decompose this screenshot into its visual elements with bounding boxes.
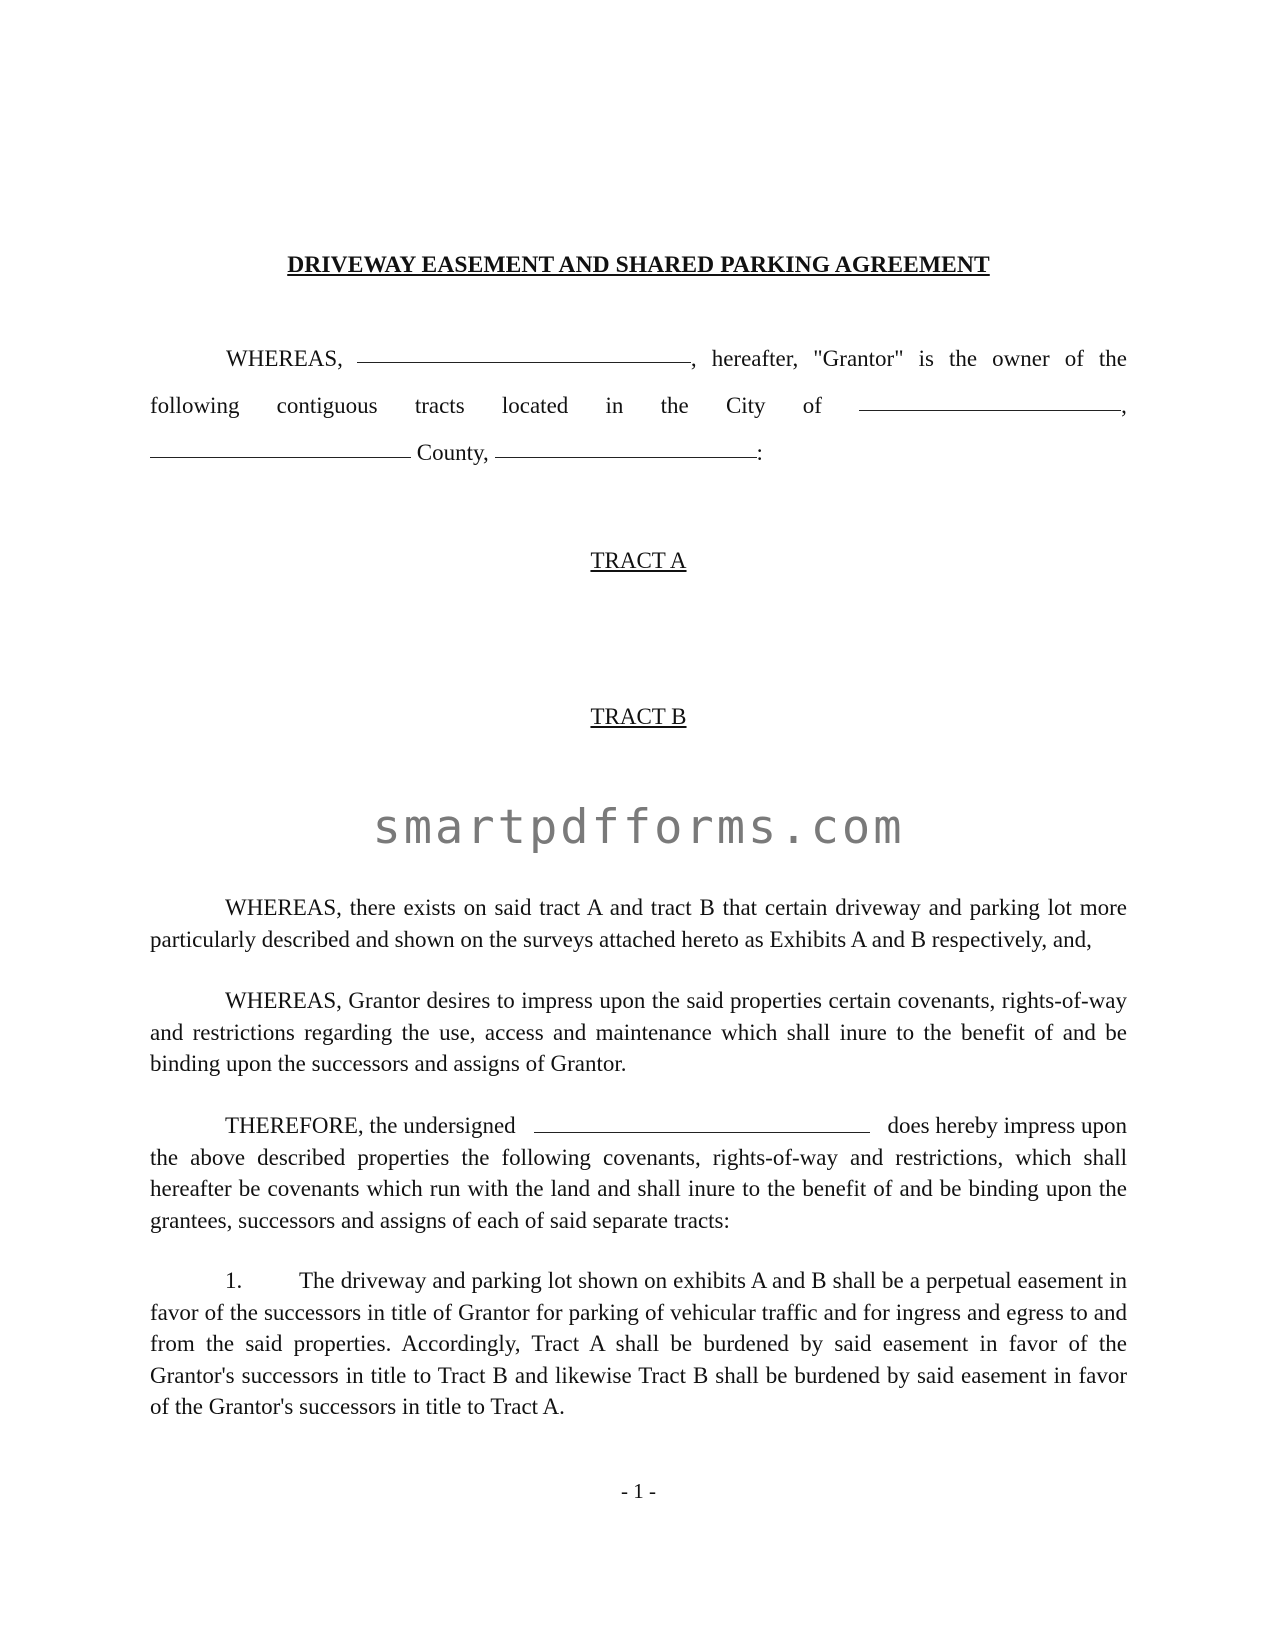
intro-word: the bbox=[660, 393, 689, 418]
paragraph-therefore bbox=[150, 1110, 1127, 1236]
item-1-text: The driveway and parking lot shown on exhibits A and B shall be a perpetual easement in favor of the successors in title of Grantor for parking of vehicular traffic and for ingress and egress to and from the said properties. Accordingly, Tract A shall be burdened by said easement in favor of the Grantor's successors in title to Tract B and likewise Tract B shall be burdened by said easement in favor of the Grantor's successors in title to Tract A. bbox=[150, 1268, 1127, 1419]
paragraph-1-text: WHEREAS, there exists on said tract A and tract B that certain driveway and parking lot more particularly described and shown on the surveys attached hereto as Exhibits A and B respectively, and, bbox=[150, 895, 1127, 952]
intro-word: of bbox=[802, 393, 822, 418]
intro-colon: : bbox=[756, 440, 763, 465]
city-blank[interactable] bbox=[859, 392, 1121, 411]
item-1-number: 1. bbox=[225, 1268, 243, 1293]
intro-line-2 bbox=[150, 393, 1127, 419]
intro-line-3 bbox=[150, 440, 763, 466]
grantor-fill-group bbox=[357, 346, 1127, 372]
whereas-label: WHEREAS, bbox=[226, 346, 343, 371]
page-number: - 1 - bbox=[621, 1479, 656, 1503]
item-1 bbox=[150, 1265, 1127, 1423]
tract-a-label: TRACT A bbox=[590, 548, 687, 573]
tract-b-heading bbox=[150, 704, 1127, 730]
undersigned-blank[interactable] bbox=[534, 1118, 870, 1133]
state-blank[interactable] bbox=[495, 439, 757, 458]
county-blank[interactable] bbox=[150, 439, 411, 458]
intro-word: located bbox=[501, 393, 569, 418]
intro-word: in bbox=[605, 393, 624, 418]
tract-b-label: TRACT B bbox=[590, 704, 687, 729]
city-fill-group bbox=[859, 393, 1127, 419]
tract-a-heading bbox=[150, 548, 1127, 574]
grantor-clause: , hereafter, "Grantor" is the owner of the bbox=[690, 346, 1127, 371]
city-comma: , bbox=[1121, 393, 1127, 418]
intro-line-1 bbox=[226, 346, 1127, 372]
grantor-name-blank[interactable] bbox=[357, 344, 691, 363]
therefore-tail: does hereby impress upon bbox=[887, 1113, 1127, 1138]
paragraph-whereas-covenants bbox=[150, 985, 1127, 1080]
watermark: smartpdfforms.com bbox=[372, 800, 905, 855]
intro-word: tracts bbox=[414, 393, 465, 418]
document-title: DRIVEWAY EASEMENT AND SHARED PARKING AGREEMENT bbox=[287, 252, 990, 278]
county-label: County, bbox=[416, 440, 489, 465]
intro-word: following bbox=[150, 393, 240, 418]
therefore-first-line bbox=[150, 1110, 1127, 1142]
therefore-rest: the above described properties the following covenants, rights-of-way and restrictions, which shall hereafter be covenants which run with the land and shall inure to the benefit of and be binding upon the grantees, successors and assigns of each of said separate tracts: bbox=[150, 1144, 1127, 1233]
paragraph-2-text: WHEREAS, Grantor desires to impress upon the said properties certain covenants, rights-of-way and restrictions regarding the use, access and maintenance which shall inure to the benefit of and be binding upon the successors and assigns of Grantor. bbox=[150, 988, 1127, 1076]
therefore-lead: THEREFORE, the undersigned bbox=[225, 1113, 516, 1138]
intro-word: contiguous bbox=[276, 393, 378, 418]
intro-word: City bbox=[725, 393, 766, 418]
paragraph-whereas-driveway bbox=[150, 892, 1127, 955]
